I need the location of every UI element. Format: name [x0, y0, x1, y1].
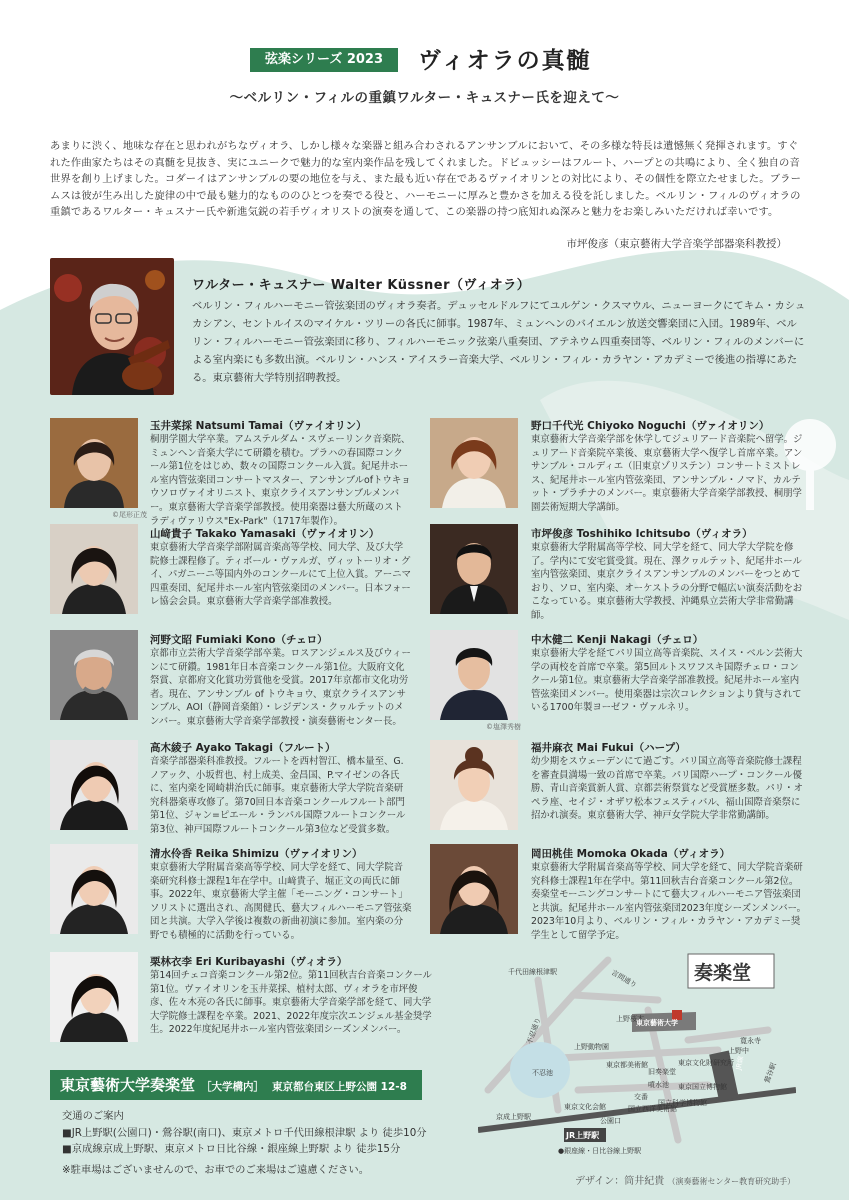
- featured-photo: [50, 258, 174, 395]
- member-bio: 幼少期をスウェーデンにて過ごす。パリ国立高等音楽院修士課程を審査員満場一致の首席で卒業。パリ国際ハープ・コンクール優勝、青山音楽賞新人賞、京都芸術祭賞など受賞歴多数。パリ・オペラ座、セイジ・オザワ松本フェスティバル、福山国際音楽祭に招かれ演奏。東京藝術大学、神戸女学院大学非常勤講師。: [531, 756, 803, 822]
- member-photo: [50, 740, 138, 830]
- map-label: 東京国立博物館: [678, 1083, 727, 1091]
- member-name: 山﨑貴子 Takako Yamasaki（ヴァイオリン）: [150, 528, 380, 540]
- member-name: 野口千代光 Chiyoko Noguchi（ヴァイオリン）: [531, 420, 770, 432]
- member-bio: 第14回チェコ音楽コンクール第2位。第11回秋吉台音楽コンクール第1位。ヴァイオリンを玉井菜採、植村太郎、ヴィオラを市坪俊彦、佐々木亮の各氏に師事。東京藝術大学音楽学部を経て、同大学大学院修士課程を卒業。2021、2022年度宗次エンジェル基金奨学生。2022年度紀尾井ホール室内管弦楽団シーズンメンバー。: [150, 970, 432, 1036]
- design-credit: [575, 1172, 795, 1187]
- map-label: 千代田線根津駅: [508, 968, 557, 976]
- member-bio: 東京藝術大学音楽学部附属音楽高等学校、同大学、及び大学院修士課程修了。ティボール・ヴァルガ、ヴィットーリオ・グイ、パガニーニ等国内外のコンクールにて上位入賞。アーニマ四重奏団、紀尾井ホール室内管弦楽団のメンバー。日本フォーレ協会会員。東京藝術大学音楽学部准教授。: [150, 542, 412, 608]
- member-name: 市坪俊彦 Toshihiko Ichitsubo（ヴィオラ）: [531, 528, 753, 540]
- map-label: 上野中: [728, 1047, 749, 1055]
- map-label: ●銀座線・日比谷線上野駅: [558, 1147, 642, 1155]
- member-name: 中木健二 Kenji Nakagi（チェロ）: [531, 634, 704, 646]
- member-bio: 音楽学部器楽科准教授。フルートを西村智江、橋本量至、G.ノアック、小坂哲也、村上成美、金昌国、P.マイゼンの各氏に、室内楽を岡崎耕治氏に師事。東京藝術大学大学院音楽研究科器楽専攻修了。第70回日本音楽コンクールフルート部門第1位、ジャン=ピエール・ランパル国際フルートコンクール第3位、神戸国際フルートコンクール第3位など受賞多数。: [150, 756, 406, 835]
- map-label: JR線: [734, 1055, 746, 1071]
- map-label: 公園口: [600, 1117, 621, 1125]
- member-bio: 京都市立芸術大学音楽学部卒業。ロスアンジェルス及びウィーンにて研鑽。1981年日本音楽コンクール第1位。大阪府文化祭賞、京都府文化賞功労賞他を受賞。2017年京都市文化功労者。現在、アンサンブル of トウキョウ、東京クライスアンサンブル、AOI（静岡音楽館）・レジデンス・クヮルテットのメンバー。東京藝術大学音楽学部教授・演奏藝術センター長。: [150, 648, 411, 727]
- member-name: 岡田桃佳 Momoka Okada（ヴィオラ）: [531, 848, 731, 860]
- member-bio: 桐朋学園大学卒業。アムステルダム・スヴェーリンク音楽院、ミュンヘン音楽大学にて研鑽を積む。プラハの春国際コンクール第1位をはじめ、数々の国際コンクール入賞。紀尾井ホール室内管弦楽団コンサートマスター、アンサンブルofトウキョウソロヴァイオリニスト、東京クライスアンサンブルメンバー。東京藝術大学音楽学部教授。使用楽器は藝大所蔵のストラディヴァリウス"Ex-Park"（1717年製作）。: [150, 434, 411, 527]
- map-label: 鶯谷駅: [763, 1061, 778, 1085]
- map-label: 東京藝術大学: [636, 1019, 678, 1027]
- access-line: ■JR上野駅(公園口)・鶯谷駅(南口)、東京メトロ千代田線根津駅 より 徒歩10分: [62, 1126, 427, 1139]
- page-title: ヴィオラの真髄: [418, 47, 592, 74]
- member-photo: [430, 524, 518, 614]
- access-note: ※駐車場はございませんので、お車でのご来場はご遠慮ください。: [62, 1163, 370, 1176]
- member-photo: [430, 844, 518, 934]
- map-label: 噴水池: [648, 1081, 669, 1089]
- access-line: ■京成線京成上野駅、東京メトロ日比谷線・銀座線上野駅 より 徒歩15分: [62, 1143, 401, 1155]
- member-name: 清水伶香 Reika Shimizu（ヴァイオリン）: [150, 848, 363, 860]
- venue-map: [478, 940, 796, 1158]
- venue-name: 東京藝術大学奏楽堂: [60, 1076, 196, 1094]
- map-label: 交番: [634, 1093, 648, 1101]
- member-photo: [50, 418, 138, 508]
- member-photo: [430, 630, 518, 720]
- photo-credit: ©尾形正茂: [112, 511, 147, 519]
- map-label: 上野桜木: [616, 1015, 644, 1023]
- map-label: 京成上野駅: [496, 1113, 531, 1121]
- venue-sub: ［大学構内］: [201, 1081, 265, 1093]
- venue-banner: [50, 1070, 422, 1100]
- featured-name: ワルター・キュスナー Walter Küssner（ヴィオラ）: [192, 278, 531, 293]
- member-photo: [430, 740, 518, 830]
- venue-address: 東京都台東区上野公園 12-8: [272, 1081, 407, 1093]
- member-bio: 東京藝術大学附属音楽高等学校、同大学を経て、同大学院音楽研究科修士課程1年在学中。第11回秋吉台音楽コンクール第2位。奏楽堂モーニングコンサートにて藝大フィルハーモニア管弦楽団と共演。紀尾井ホール室内管弦楽団2023年度シーズンメンバー。2023年10月より、ベルリン・フィル・カラヤン・アカデミー奨学生として留学予定。: [531, 862, 807, 941]
- access-heading: 交通のご案内: [62, 1110, 124, 1122]
- design-credit-role: （演奏藝術センター教育研究助手）: [667, 1177, 796, 1186]
- member-photo: [50, 952, 138, 1042]
- map-label: 上野動物園: [574, 1043, 609, 1051]
- map-label: 国立西洋美術館: [628, 1105, 677, 1113]
- member-photo: [430, 418, 518, 508]
- member-bio: 東京藝術大学附属音楽高等学校、同大学を経て、同大学院音楽研究科修士課程1年在学中。山﨑貴子、堀正文の両氏に師事。2022年、東京藝術大学主催「モーニング・コンサート」ソリストに選出され、高関健氏、藝大フィルハーモニア管弦楽団と共演。大学入学後は複数の新曲初演に参加。室内楽の分野でも積極的に活動を行っている。: [150, 862, 412, 941]
- map-label: 国立科学博物館: [658, 1099, 707, 1107]
- member-name: 福井麻衣 Mai Fukui（ハープ）: [531, 742, 686, 754]
- map-label: 東京都美術館: [606, 1061, 648, 1069]
- map-label: JR上野駅: [566, 1131, 600, 1140]
- map-label: 不忍池: [532, 1069, 553, 1077]
- map-label: 東京文化財研究所: [678, 1059, 734, 1067]
- member-photo: [50, 630, 138, 720]
- map-label: 旧奏楽堂: [648, 1068, 676, 1076]
- member-bio: 東京藝術大学音楽学部を休学してジュリアード音楽院へ留学。ジュリアード音楽院卒業後、東京藝術大学へ復学し首席卒業。アンサンブル・コルディエ（旧東京ゾリステン）コンサートミストレス、紀尾井ホール室内管弦楽団、アンサンブル・ノマド、カルテット・プラチナのメンバー。東京藝術大学音楽学部教授、桐朋学園芸術短期大学講師。: [531, 434, 803, 513]
- intro-signature: 市坪俊彦（東京藝術大学音楽学部器楽科教授）: [566, 238, 787, 250]
- member-name: 玉井菜採 Natsumi Tamai（ヴァイオリン）: [150, 420, 367, 432]
- map-label: 寛永寺: [740, 1037, 761, 1045]
- member-bio: 東京藝術大学附属高等学校、同大学を経て、同大学大学院を修了。学内にて安宅賞受賞。現在、澤クヮルテット、紀尾井ホール室内管弦楽団、東京クライスアンサンブルのメンバーをつとめており、ソロ、室内楽、オーケストラの分野で幅広い演奏活動をおこなっている。東京藝術大学教授、沖縄県立芸術大学非常勤講師。: [531, 542, 803, 621]
- member-name: 栗林衣李 Eri Kuribayashi（ヴィオラ）: [150, 956, 348, 968]
- member-photo: [50, 844, 138, 934]
- map-label: 不忍通り: [525, 1016, 543, 1046]
- series-badge: 弦楽シリーズ 2023: [250, 48, 398, 72]
- featured-bio: ベルリン・フィルハーモニー管弦楽団のヴィオラ奏者。デュッセルドルフにてユルゲン・クスマウル、ニューヨークにてキム・カシュカシアン、セントルイスのマイケル・ツリーの各氏に師事。1987年、ミュンヘンのバイエルン放送交響楽団に入団。1989年、ベルリン・フィルハーモニー管弦楽団に移り、フィルハーモニック弦楽八重奏団、アテネウム四重奏団等、ベルリン・フィルのメンバーによる室内楽にも多数出演。ベルリン・ハンス・アイスラー音楽大学、ベルリン・フィル・カラヤン・アカデミーで後進の指導にあたる。東京藝術大学特別招聘教授。: [192, 300, 806, 384]
- member-bio: 東京藝術大学を経てパリ国立高等音楽院、スイス・ベルン芸術大学の両校を首席で卒業。第5回ルトスワフスキ国際チェロ・コンクール第1位。東京藝術大学音楽学部准教授。紀尾井ホール室内管弦楽団メンバー。使用楽器は宗次コレクションより貸与されている1700年製ヨーゼフ・ヴァルネリ。: [531, 648, 803, 714]
- access-info: [62, 1108, 427, 1178]
- design-credit-name: デザイン：筒井紀貴: [575, 1176, 665, 1187]
- page-subtitle: 〜ベルリン・フィルの重鎮ワルター・キュスナー氏を迎えて〜: [229, 90, 620, 106]
- map-label: 東京文化会館: [564, 1103, 606, 1111]
- map-label: 言問通り: [609, 968, 639, 990]
- member-photo: [50, 524, 138, 614]
- member-name: 河野文昭 Fumiaki Kono（チェロ）: [150, 634, 328, 646]
- map-venue-label: 奏楽堂: [694, 962, 752, 984]
- photo-credit: ©塩澤秀樹: [486, 723, 521, 731]
- intro-text: あまりに渋く、地味な存在と思われがちなヴィオラ、しかし様々な楽器と組み合わされるアンサンブルにおいて、その多様な特長は遺憾無く発揮されます。すぐれた作曲家たちはその真髄を見抜き、実にユニークで魅力的な室内楽作品を残してくれました。ドビュッシーはフルート、ハープとの共鳴により、全く独自の音世界を創り上げました。コダーイはアンサンブルの要の地位を与え、また最も近い存在であるヴァイオリンとの対比により、その個性を際立たせました。ブラームスは彼が生み出した旋律の中で最も魅力的なもののひとつを奏でる役と、ハーモニーに厚みと豊かさを加える役を託しました。ベルリン・フィルのヴィオラの重鎮であるワルター・キュスナー氏や新進気鋭の若手ヴィオリストの演奏を通して、この楽器の持つ底知れぬ深みと魅力をお楽しみいただければ幸いです。: [50, 140, 802, 218]
- member-name: 高木綾子 Ayako Takagi（フルート）: [150, 742, 336, 754]
